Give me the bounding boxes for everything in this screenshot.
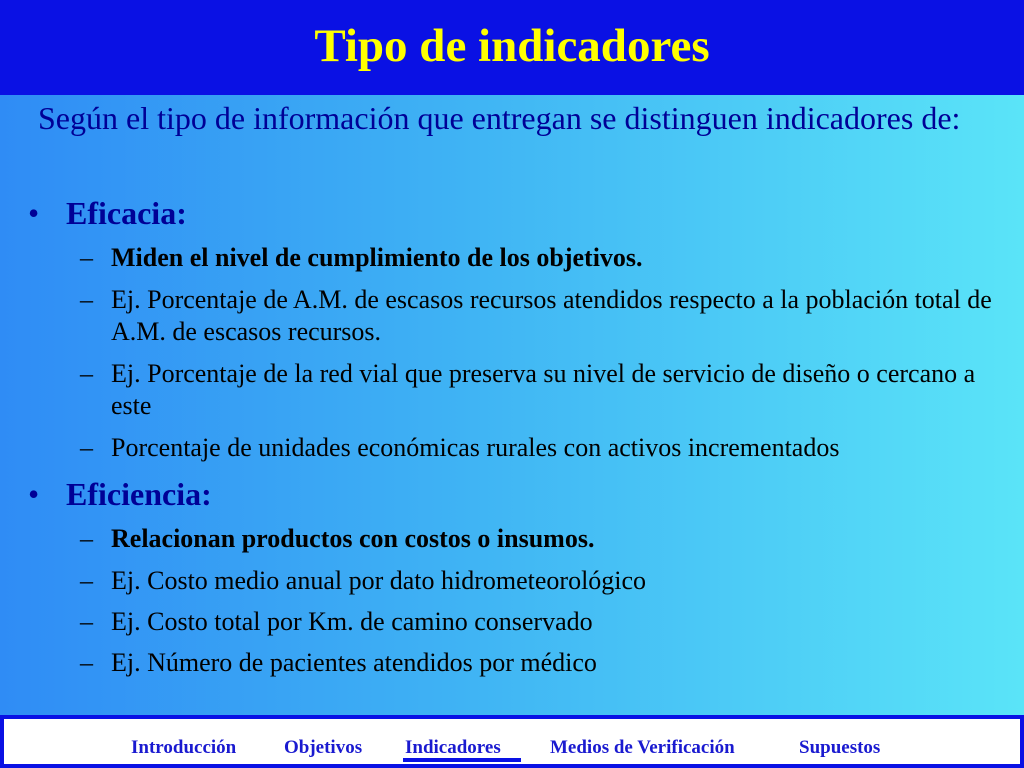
- bullet-eficacia: [0, 193, 1024, 233]
- list-item-text: Ej. Porcentaje de A.M. de escasos recursos atendidos respecto a la población total de A.M. de escasos recursos.: [111, 285, 992, 346]
- bullet-icon: •: [28, 476, 40, 512]
- page-title: Tipo de indicadores: [314, 19, 710, 72]
- list-item-text: Miden el nivel de cumplimiento de los objetivos.: [111, 243, 643, 272]
- intro-text: Según el tipo de información que entregan se distinguen indicadores de:: [38, 100, 961, 136]
- title-bar: [0, 0, 1024, 95]
- active-nav-underline: [403, 758, 521, 762]
- nav-link-introduccion[interactable]: Introducción: [131, 737, 237, 758]
- bullet-label-eficacia: Eficacia:: [66, 195, 187, 231]
- list-item-text: Ej. Porcentaje de la red vial que preserva su nivel de servicio de diseño o cercano a este: [111, 359, 976, 420]
- nav-link-objetivos[interactable]: Objetivos: [284, 737, 363, 758]
- dash-marker: –: [80, 359, 93, 388]
- bullet-icon: •: [28, 195, 40, 231]
- list-item-text: Ej. Número de pacientes atendidos por médico: [111, 648, 597, 677]
- nav-link-supuestos[interactable]: Supuestos: [799, 737, 881, 758]
- bullet-eficiencia: [0, 474, 1024, 514]
- dash-marker: –: [80, 648, 93, 677]
- bullet-label-eficiencia: Eficiencia:: [66, 476, 212, 512]
- dash-marker: –: [80, 243, 93, 272]
- list-item-text: Relacionan productos con costos o insumos.: [111, 524, 595, 553]
- dash-marker: –: [80, 524, 93, 553]
- dash-marker: –: [80, 285, 93, 314]
- dash-marker: –: [80, 566, 93, 595]
- nav-link-medios-de-verificacion[interactable]: Medios de Verificación: [550, 737, 735, 758]
- nav-link-indicadores[interactable]: Indicadores: [405, 737, 501, 758]
- list-item-text: Ej. Costo medio anual por dato hidrometeorológico: [111, 566, 647, 595]
- list-item-text: Porcentaje de unidades económicas rurales con activos incrementados: [111, 433, 840, 462]
- dash-marker: –: [80, 433, 93, 462]
- list-item-text: Ej. Costo total por Km. de camino conservado: [111, 607, 593, 636]
- dash-marker: –: [80, 607, 93, 636]
